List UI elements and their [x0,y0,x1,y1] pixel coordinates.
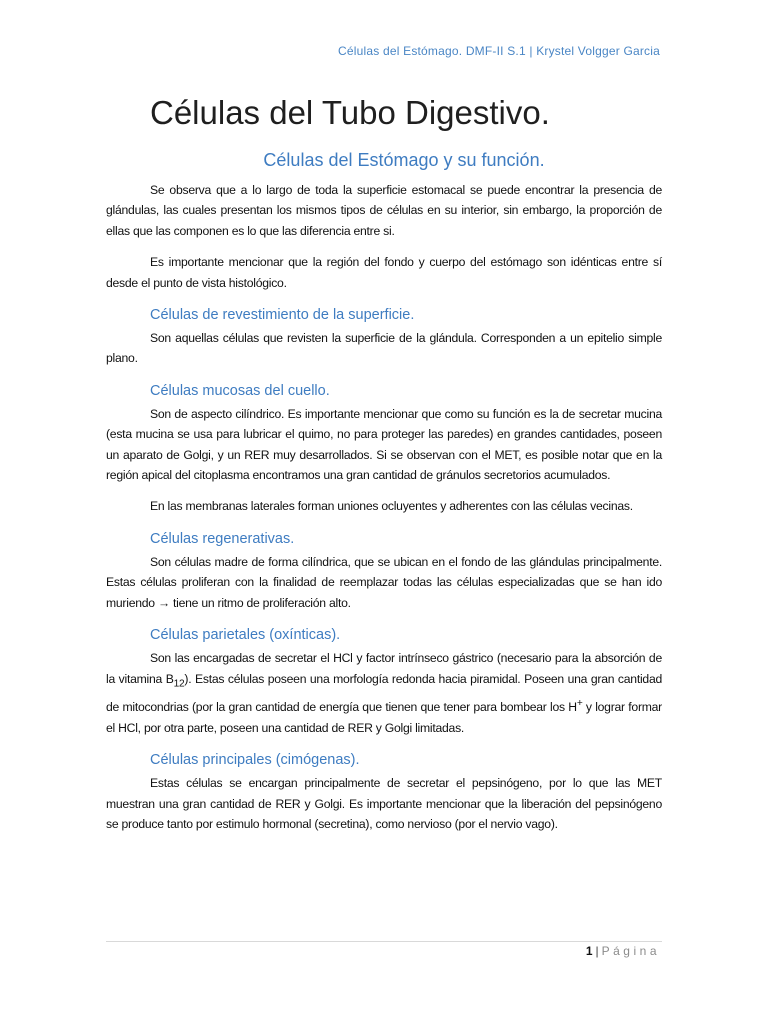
parietales-text-a: Son las encargadas de secretar el HCl y factor intrínseco gástrico (necesario para la absorción de la vitamina B [106,651,662,686]
superscript-plus: + [576,698,583,710]
page-footer [586,944,660,958]
mucosas-paragraph-1: Son de aspecto cilíndrico. Es importante mencionar que como su función es la de secretar mucina (esta mucina se usa para lubricar el quimo, no para proteger las paredes) en grandes cantidades, poseen un aparato de Golgi, y un RER muy desarrollados. Si se observan con el MET, es posible notar que en la región apical del citoplasma encontramos una gran cantidad de gránulos secretorios acumulados. [106,406,662,483]
footer-separator: | [595,944,599,958]
principales-paragraph: Estas células se encargan principalmente de secretar el pepsinógeno, por lo que las MET muestran una gran cantidad de RER y Golgi. Es importante mencionar que la liberación del pepsinógeno se produce tanto por estimulo hormonal (secretina), como nervioso (por el nervio vago). [106,776,662,832]
section-heading-revestimiento: Células de revestimiento de la superficie. [150,307,415,324]
mucosas-paragraph-2: En las membranas laterales forman uniones ocluyentes y adherentes con las células vecinas. [150,499,633,514]
footer-divider [106,941,662,942]
intro-paragraph-2: Es importante mencionar que la región del fondo y cuerpo del estómago son idénticas entre sí desde el punto de vista histológico. [106,255,662,290]
document-subtitle: Células del Estómago y su función. [263,150,545,170]
document-body [106,180,662,834]
parietales-text-b: ). Estas células poseen una morfología redonda hacia piramidal. Poseen una gran cantidad de mitocondrias (por la gran cantidad de energía que tienen que tener para bombear los H [106,671,662,715]
page-word: Página [601,944,660,958]
regenerativas-paragraph: Son células madre de forma cilíndrica, que se ubican en el fondo de las glándulas principalmente. Estas células proliferan con la finalidad de reemplazar todas las células especializadas que se han ido muriendo → tiene un ritmo de proliferación alto. [106,554,662,610]
revestimiento-paragraph: Son aquellas células que revisten la superficie de la glándula. Corresponden a un epitelio simple plano. [106,331,662,366]
running-header: Células del Estómago. DMF-II S.1 | Krystel Volgger Garcia [338,44,660,58]
parietales-paragraph [106,648,662,738]
section-heading-principales: Células principales (cimógenas). [150,752,360,769]
section-heading-regenerativas: Células regenerativas. [150,530,295,547]
intro-paragraph-1: Se observa que a lo largo de toda la superficie estomacal se puede encontrar la presencia de glándulas, las cuales presentan los mismos tipos de células en su interior, sin embargo, la proporción de ellas que las componen es lo que las diferencia entre si. [106,183,662,238]
document-title: Células del Tubo Digestivo. [150,94,550,131]
section-heading-parietales: Células parietales (oxínticas). [150,627,341,644]
page-number: 1 [585,944,593,958]
subscript-12: 12 [173,677,185,689]
section-heading-mucosas: Células mucosas del cuello. [150,382,330,399]
parietales-text-c: y lograr formar el HCl, por otra parte, poseen una cantidad de RER y Golgi limitadas. [106,700,662,735]
